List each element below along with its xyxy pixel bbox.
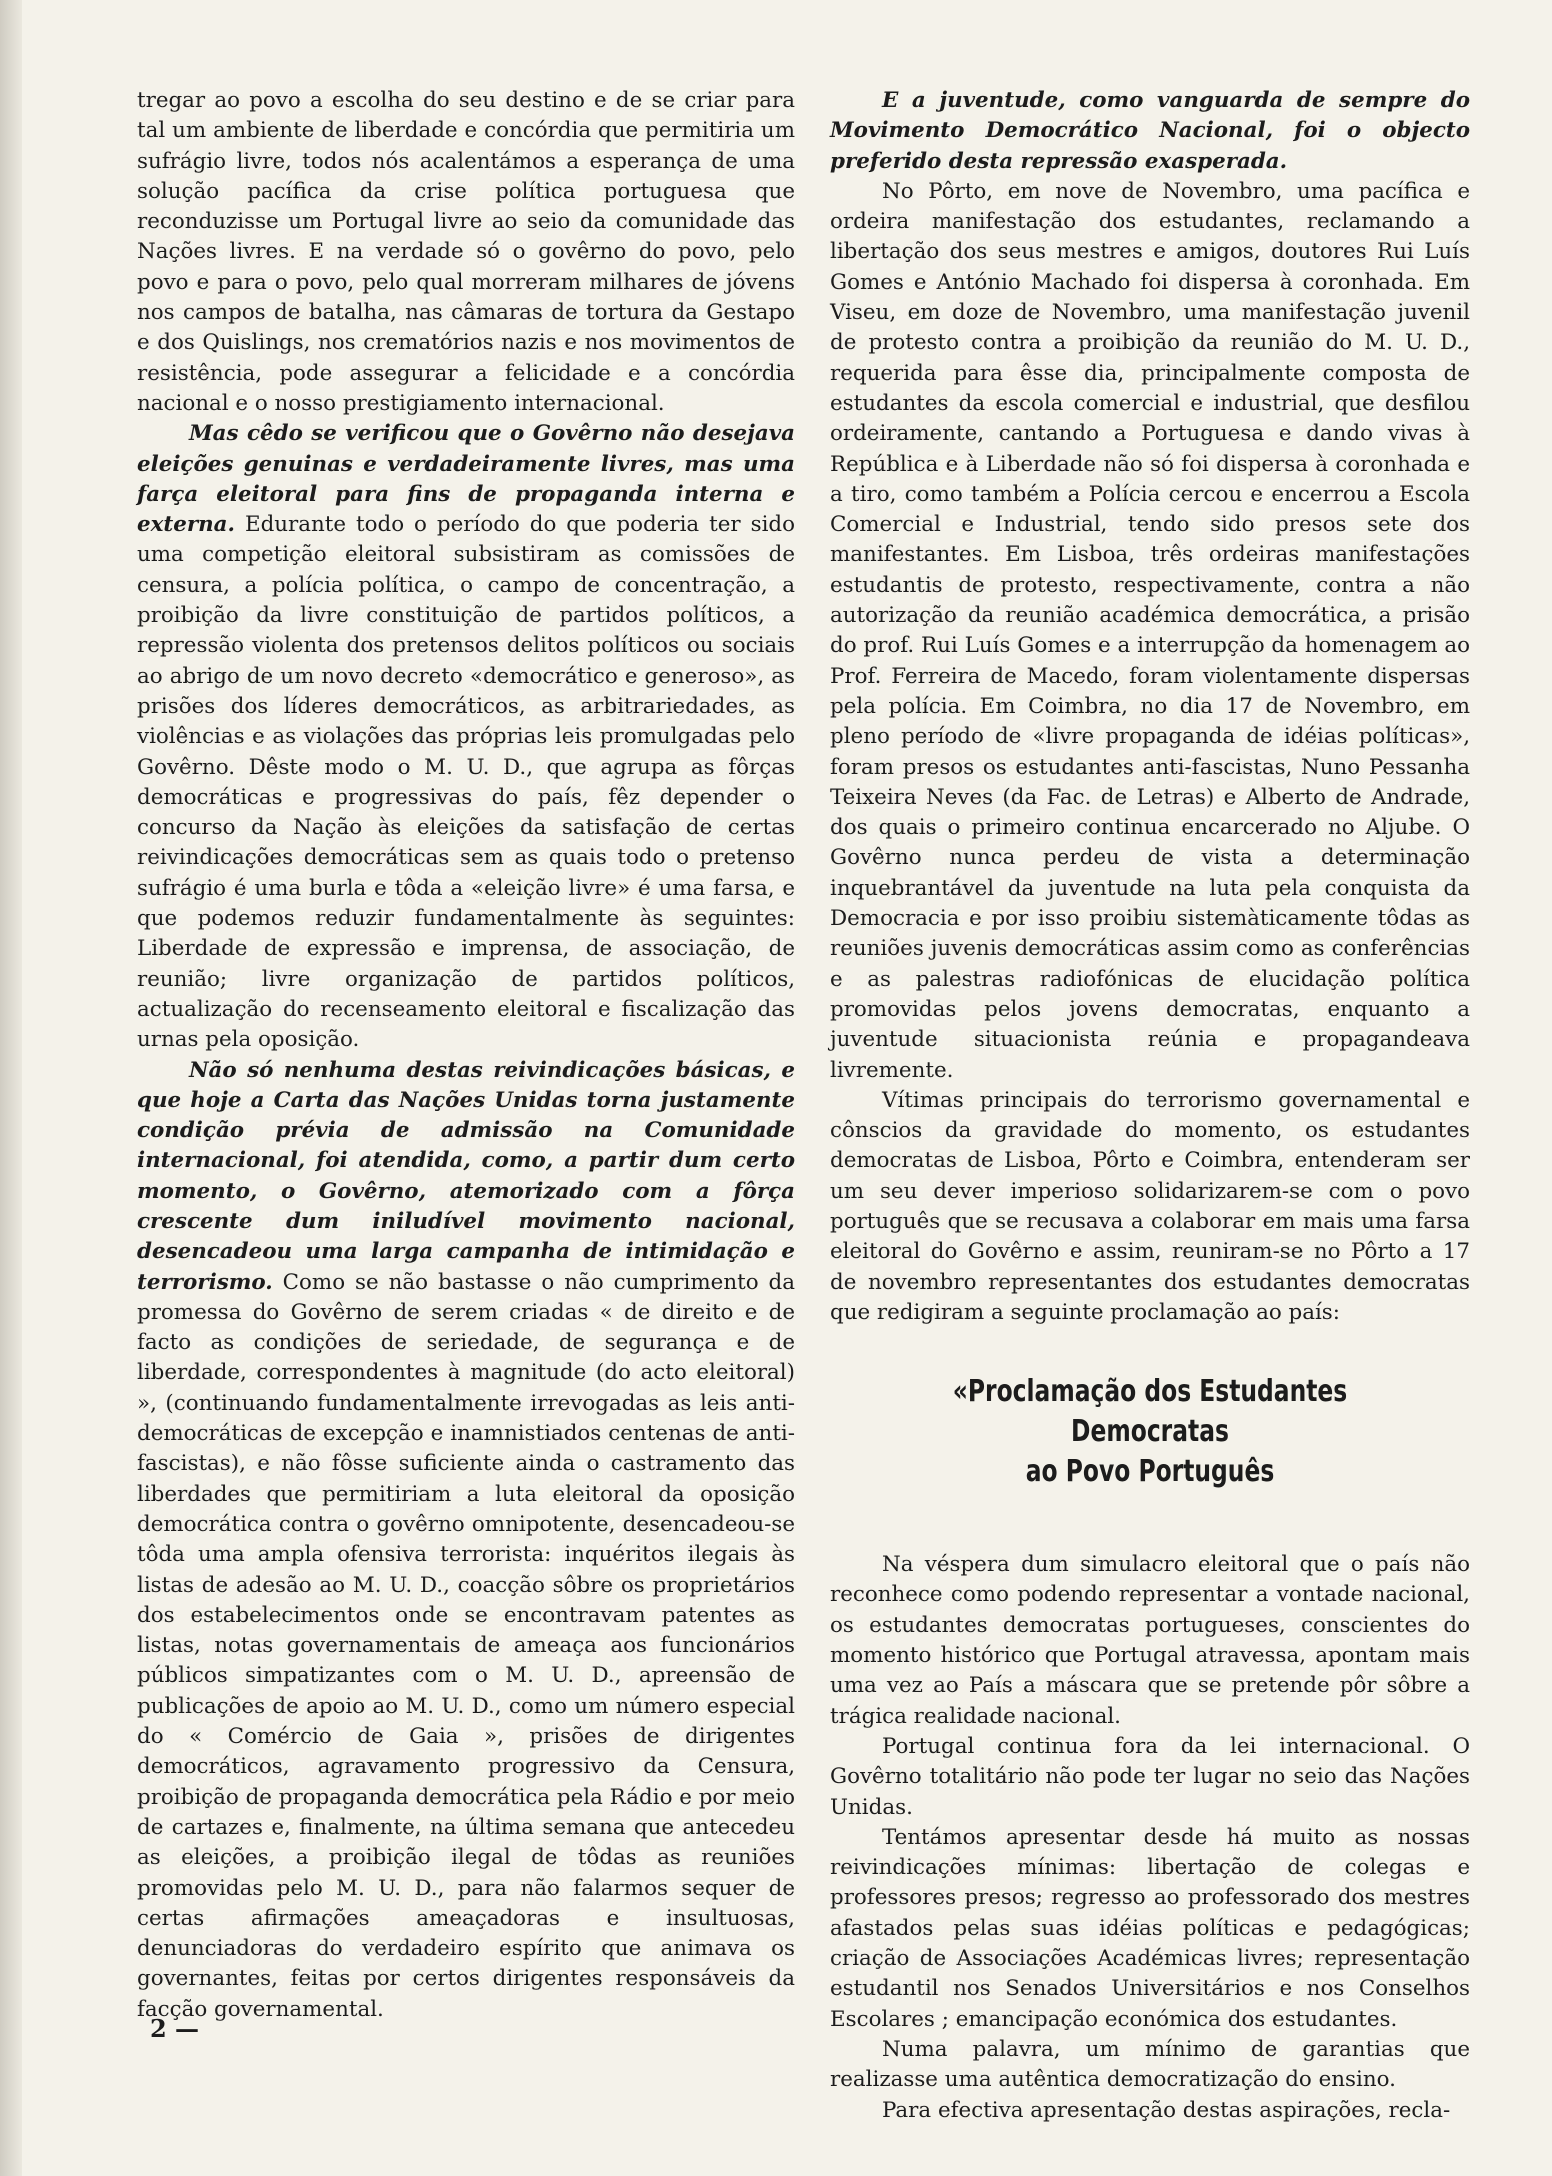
italic-lead: Não só nenhuma destas reivindicações básicas, e que hoje a Carta das Nações Unidas torna justamente condição prévia de admissão na Comunidade internacional, foi atendida, como, a partir dum certo momento, o Govêrno, atemorizado com a fôrça crescente dum iniludível movimento nacional, desencadeou uma larga campanha de intimidação e terrorismo. [137, 1057, 795, 1295]
page-number: 2 — [150, 2014, 200, 2043]
paragraph: tregar ao povo a escolha do seu destino e de se criar para tal um ambiente de liberdade e concórdia que permitiria um sufrágio livre, todos nós acalentámos a esperança de uma solução pacífica da crise política portuguesa que reconduzisse um Portugal livre ao seio da comunidade das Nações livres. E na verdade só o govêrno do povo, pelo povo e para o povo, pelo qual morreram milhares de jóvens nos campos de batalha, nas câmaras de tortura da Gestapo e dos Quislings, nos crematórios nazis e nos movimentos de resistência, pode assegurar a felicidade e a concórdia nacional e o nosso prestigiamento internacional. [137, 88, 795, 416]
paragraph: Para efectiva apresentação destas aspirações, recla- [882, 2097, 1451, 2123]
scan-edge [0, 0, 22, 2176]
italic-lead: Mas cêdo se verificou que o Govêrno não desejava eleições genuinas e verdadeiramente livres, mas uma farça eleitoral para fins de propaganda interna e externa. [137, 421, 795, 538]
right-column [830, 86, 1470, 2126]
paragraph: Portugal continua fora da lei internacional. O Govêrno totalitário não pode ter lugar no seio das Nações Unidas. [830, 1733, 1470, 1820]
paragraph: Tentámos apresentar desde há muito as nossas reivindicações mínimas: libertação de colegas e professores presos; regresso ao professorado dos mestres afastados pelas suas idéias políticas e pedagógicas; criação de Associações Académicas livres; representação estudantil nos Senados Universitários e nos Conselhos Escolares ; emancipação económica dos estudantes. [830, 1824, 1470, 2032]
paragraph-body: Edurante todo o período do que poderia ter sido uma competição eleitoral subsistiram as comissões de censura, a polícia política, o campo de concentração, a proibição da livre constituição de partidos políticos, a repressão violenta dos pretensos delitos políticos ou sociais ao abrigo de um novo decreto «democrático e generoso», as prisões dos líderes democráticos, as arbitrariedades, as violências e as violações das próprias leis promulgadas pelo Govêrno. Dêste modo o M. U. D., que agrupa as fôrças democráticas e progressivas do país, fêz depender o concurso da Nação às eleições da satisfação de certas reivindicações democráticas sem as quais todo o pretenso sufrágio é uma burla e tôda a «eleição livre» é uma farsa, e que podemos reduzir fundamentalmente às seguintes: Liberdade de expressão e imprensa, de associação, de reunião; livre organização de partidos políticos, actualização do recenseamento eleitoral e fiscalização das urnas pela oposição. [137, 512, 795, 1053]
paragraph [137, 419, 795, 1055]
left-column [137, 86, 795, 2025]
paragraph-body: Como se não bastasse o não cumprimento da promessa do Govêrno de serem criadas « de direito e de facto as condições de seriedade, de segurança e de liberdade, correspondentes à magnitude (do acto eleitoral) », (continuando fundamentalmente irrevogadas as leis anti-democráticas de excepção e inamnistiados centenas de anti-fascistas), e não fôsse suficiente ainda o castramento das liberdades que permitiriam a luta eleitoral da oposição democrática contra o govêrno omnipotente, desencadeou-se tôda uma ampla ofensiva terrorista: inquéritos ilegais às listas de adesão ao M. U. D., coacção sôbre os proprietários dos estabelecimentos onde se encontravam patentes as listas, notas governamentais de ameaça aos funcionários públicos simpatizantes com o M. U. D., apreensão de publicações de apoio ao M. U. D., como um número especial do « Comércio de Gaia », prisões de dirigentes democráticos, agravamento progressivo da Censura, proibição de propaganda democrática pela Rádio e por meio de cartazes e, finalmente, na última semana que antecedeu as eleições, a proibição ilegal de tôdas as reuniões promovidas pelo M. U. D., para não falarmos sequer de certas afirmações ameaçadoras e insultuosas, denunciadoras do verdadeiro espírito que animava os governantes, feitas por certos dirigentes responsáveis da facção governamental. [137, 1269, 795, 2022]
paragraph: No Pôrto, em nove de Novembro, uma pacífica e ordeira manifestação dos estudantes, reclamando a libertação dos seus mestres e amigos, doutores Rui Luís Gomes e António Machado foi dispersa à coronhada. Em Viseu, em doze de Novembro, uma manifestação juvenil de protesto contra a proibição da reunião do M. U. D., requerida para êsse dia, principalmente composta de estudantes da escola comercial e industrial, que desfilou ordeiramente, cantando a Portuguesa e dando vivas à República e à Liberdade não só foi dispersa à coronhada e a tiro, como também a Polícia cercou e encerrou a Escola Comercial e Industrial, tendo sido presos sete dos manifestantes. Em Lisboa, três ordeiras manifestações estudantis de protesto, respectivamente, contra a não autorização da reunião académica democrática, a prisão do prof. Rui Luís Gomes e a interrupção da homenagem ao Prof. Ferreira de Macedo, foram violentamente dispersas pela polícia. Em Coimbra, no dia 17 de Novembro, em pleno período de «livre propaganda de idéias políticas», foram presos os estudantes anti-fascistas, Nuno Pessanha Teixeira Neves (da Fac. de Letras) e Alberto de Andrade, dos quais o primeiro continua encarcerado no Aljube. O Govêrno nunca perdeu de vista a determinação inquebrantável da juventude na luta pela conquista da Democracia e por isso proibiu sistemàticamente tôdas as reuniões juvenis democráticas assim como as conferências e as palestras radiofónicas de elucidação política promovidas pelos jovens democratas, enquanto a juventude situacionista reúnia e propagandeava livremente. [830, 178, 1470, 1083]
paragraph: Numa palavra, um mínimo de garantias que realizasse uma autêntica democratização do ensino. [830, 2036, 1470, 2093]
paragraph [830, 86, 1470, 177]
paragraph: Vítimas principais do terrorismo governamental e cônscios da gravidade do momento, os estudantes democratas de Lisboa, Pôrto e Coimbra, entenderam ser um seu dever imperioso solidarizarem-se com o povo português que se recusava a colaborar em mais uma farsa eleitoral do Govêrno e assim, reuniram-se no Pôrto a 17 de novembro representantes dos estudantes democratas que redigiram a seguinte proclamação ao país: [830, 1087, 1470, 1325]
proclamation-title-line: ao Povo Português [1025, 1454, 1275, 1490]
proclamation-title-line: «Proclamação dos Estudantes Democratas [952, 1374, 1348, 1450]
paragraph: Na véspera dum simulacro eleitoral que o país não reconhece como podendo representar a vontade nacional, os estudantes democratas portugueses, conscientes do momento histórico que Portugal atravessa, apontam mais uma vez ao País a máscara que se pretende pôr sôbre a trágica realidade nacional. [830, 1552, 1470, 1729]
paragraph [137, 1056, 795, 2026]
proclamation-title [900, 1372, 1399, 1492]
italic-lead: E a juventude, como vanguarda de sempre do Movimento Democrático Nacional, foi o objecto preferido desta repressão exasperada. [830, 88, 1470, 174]
